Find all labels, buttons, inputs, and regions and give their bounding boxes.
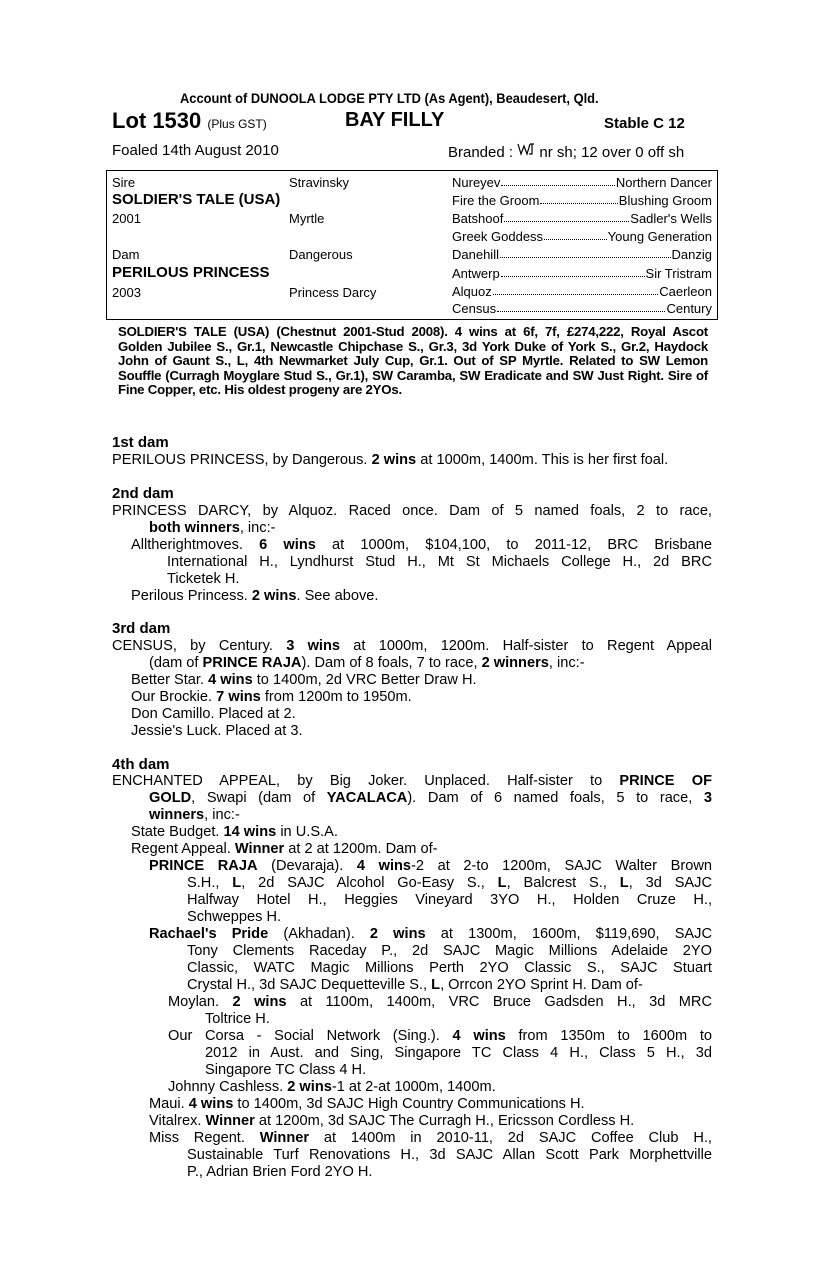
section-heading-1st-dam: 1st dam: [112, 434, 169, 451]
progeny-entry: Rachael's Pride (Akhadan). 2 wins at 1300m, 1600m, $119,690, SAJC: [149, 926, 713, 942]
sex-title: BAY FILLY: [345, 109, 445, 131]
ancestor-row: Alquoz Caerleon: [452, 284, 712, 299]
progeny-entry-cont: Schweppes H.: [187, 909, 282, 925]
ancestor-row: Batshoof Sadler's Wells: [452, 211, 712, 226]
ancestor-row: Nureyev Northern Dancer: [452, 175, 712, 190]
gst-note: (Plus GST): [207, 117, 267, 131]
dam-entry: PERILOUS PRINCESS, by Dangerous. 2 wins at 1000m, 1400m. This is her first foal.: [112, 452, 669, 468]
section-heading-2nd-dam: 2nd dam: [112, 485, 174, 502]
progeny-entry-cont: Toltrice H.: [205, 1011, 270, 1027]
account-line: Account of DUNOOLA LODGE PTY LTD (As Agent), Beaudesert, Qld.: [180, 90, 599, 106]
dam-entry: PRINCESS DARCY, by Alquoz. Raced once. Dam of 5 named foals, 2 to race,: [112, 503, 712, 519]
dam-entry-cont: (dam of PRINCE RAJA). Dam of 8 foals, 7 to race, 2 winners, inc:-: [149, 655, 585, 671]
pedigree-table: [106, 170, 718, 320]
stable-label: Stable C 12: [604, 115, 685, 132]
progeny-entry: Perilous Princess. 2 wins. See above.: [131, 588, 379, 604]
progeny-entry: Regent Appeal. Winner at 2 at 1200m. Dam of-: [131, 841, 438, 857]
ancestor-row: Census Century: [452, 301, 712, 316]
progeny-entry: Vitalrex. Winner at 1200m, 3d SAJC The Curragh H., Ericsson Cordless H.: [149, 1113, 635, 1129]
dam-label: Dam: [112, 247, 140, 262]
progeny-entry: Moylan. 2 wins at 1100m, 1400m, VRC Bruce Gadsden H., 3d MRC: [168, 994, 712, 1010]
dam-name: PERILOUS PRINCESS: [112, 264, 270, 281]
progeny-entry: Maui. 4 wins to 1400m, 3d SAJC High Country Communications H.: [149, 1096, 585, 1112]
progeny-entry: Johnny Cashless. 2 wins-1 at 2-at 1000m, 1400m.: [168, 1079, 496, 1095]
progeny-entry-cont: Classic, WATC Magic Millions Perth 2YO Classic S., SAJC Stuart: [187, 960, 712, 976]
brand-mark-icon: [517, 142, 535, 156]
dam-dam: Princess Darcy: [289, 285, 377, 300]
ancestor-row: Danehill Danzig: [452, 247, 712, 262]
progeny-entry-cont: Singapore TC Class 4 H.: [205, 1062, 367, 1078]
dam-entry: ENCHANTED APPEAL, by Big Joker. Unplaced. Half-sister to PRINCE OF: [112, 773, 712, 789]
progeny-entry-cont: International H., Lyndhurst Stud H., Mt St Michaels College H., 2d BRC: [167, 554, 712, 570]
dam-year: 2003: [112, 285, 141, 300]
branded-line: Branded : nr sh; 12 over 0 off sh: [448, 144, 685, 161]
progeny-entry-cont: Crystal H., 3d SAJC Dequetteville S., L, Orrcon 2YO Sprint H. Dam of-: [187, 977, 643, 993]
progeny-entry-cont: Ticketek H.: [167, 571, 240, 587]
progeny-entry-cont: Halfway Hotel H., Heggies Vineyard 3YO H., Holden Cruze H.,: [187, 892, 712, 908]
progeny-entry-cont: S.H., L, 2d SAJC Alcohol Go-Easy S., L, Balcrest S., L, 3d SAJC: [187, 875, 712, 891]
progeny-entry: Better Star. 4 wins to 1400m, 2d VRC Better Draw H.: [131, 672, 477, 688]
progeny-entry: Alltherightmoves. 6 wins at 1000m, $104,100, to 2011-12, BRC Brisbane: [131, 537, 712, 553]
progeny-entry-cont: Sustainable Turf Renovations H., 3d SAJC Allan Scott Park Morphettville: [187, 1147, 712, 1163]
progeny-entry-cont: P., Adrian Brien Ford 2YO H.: [187, 1164, 373, 1180]
progeny-entry: Don Camillo. Placed at 2.: [131, 706, 296, 722]
progeny-entry-cont: 2012 in Aust. and Sing, Singapore TC Class 4 H., Class 5 H., 3d: [205, 1045, 712, 1061]
ancestor-row: Antwerp Sir Tristram: [452, 266, 712, 281]
ancestor-row: Fire the Groom Blushing Groom: [452, 193, 712, 208]
progeny-entry: Our Corsa - Social Network (Sing.). 4 wins from 1350m to 1600m to: [168, 1028, 712, 1044]
lot-number: Lot 1530 (Plus GST): [112, 108, 267, 133]
sire-sire: Stravinsky: [289, 175, 349, 190]
progeny-entry-cont: Tony Clements Raceday P., 2d SAJC Magic Millions Adelaide 2YO: [187, 943, 712, 959]
foaled-date: Foaled 14th August 2010: [112, 142, 279, 159]
ancestor-row: Greek Goddess Young Generation: [452, 229, 712, 244]
sire-label: Sire: [112, 175, 136, 190]
progeny-entry: Miss Regent. Winner at 1400m in 2010-11, 2d SAJC Coffee Club H.,: [149, 1130, 712, 1146]
sire-year: 2001: [112, 211, 141, 226]
dam-entry-cont: both winners, inc:-: [149, 520, 276, 536]
dam-entry-cont: GOLD, Swapi (dam of YACALACA). Dam of 6 named foals, 5 to race, 3: [149, 790, 712, 806]
progeny-entry: PRINCE RAJA (Devaraja). 4 wins-2 at 2-to 1200m, SAJC Walter Brown: [149, 858, 712, 874]
dam-entry: CENSUS, by Century. 3 wins at 1000m, 1200m. Half-sister to Regent Appeal: [112, 638, 712, 654]
progeny-entry: Our Brockie. 7 wins from 1200m to 1950m.: [131, 689, 412, 705]
sire-summary: SOLDIER'S TALE (USA) (Chestnut 2001-Stud 2008). 4 wins at 6f, 7f, £274,222, Royal Ascot Golden Jubilee S., Gr.1, Newcastle Chipchase S., Gr.3, 3d York Duke of York S., Gr.2, Haydock John of Gaunt S., L, 4th Newmarket July Cup, Gr.1. Out of SP Myrtle. Related to SW Lemon Souffle (Curragh Moyglare Stud S., Gr.1), SW Caramba, SW Eradicate and SW Just Right. Sire of Fine Copper, etc. His oldest progeny are 2YOs.: [118, 324, 708, 397]
sire-name: SOLDIER'S TALE (USA): [112, 191, 281, 208]
sire-dam: Myrtle: [289, 211, 325, 226]
progeny-entry: Jessie's Luck. Placed at 3.: [131, 723, 303, 739]
dam-sire: Dangerous: [289, 247, 353, 262]
progeny-entry: State Budget. 14 wins in U.S.A.: [131, 824, 338, 840]
section-heading-4th-dam: 4th dam: [112, 756, 170, 773]
section-heading-3rd-dam: 3rd dam: [112, 620, 171, 637]
dam-entry-cont: winners, inc:-: [149, 807, 240, 823]
